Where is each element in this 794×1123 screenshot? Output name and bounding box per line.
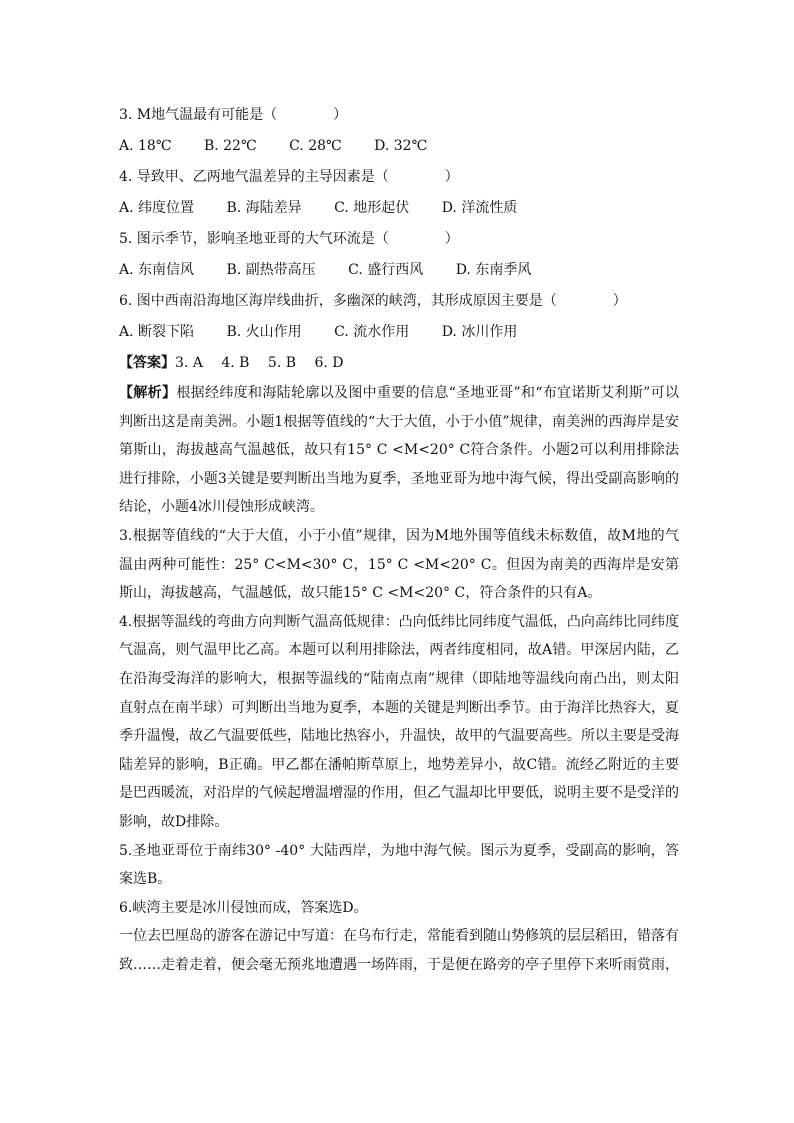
option-b: B. 火山作用 [226, 324, 302, 340]
analysis-label: 【解析】 [119, 385, 177, 401]
explanation-4: 4.根据等温线的弯曲方向判断气温高低规律：凸向低纬比同纬度气温低，凸向高纬比同纬度气温高，则气温甲比乙高。本题可以利用排除法，两者纬度相同，故A错。甲深居内陆，乙在沿海受海洋的影响大，根据等温线的“陆南点南”规律（即陆地等温线向南凸出，则太阳直射点在南半球）可判断出当地为夏季，本题的关键是判断出季节。由于海洋比热容大，夏季升温慢，故乙气温要低些，陆地比热容小，升温快，故甲的气温要高些。所以主要是受海陆差异的影响，B正确。甲乙都在潘帕斯草原上，地势差异小，故C错。流经乙附近的主要是巴西暖流，对沿岸的气候起增温增湿的作用，但乙气温却比甲要低，说明主要不是受洋的影响，故D排除。 [119, 613, 679, 830]
explanation-6: 6.峡湾主要是冰川侵蚀而成，答案选D。 [119, 899, 368, 916]
option-b: B. 副热带高压 [226, 262, 316, 278]
passage-paragraph: 一位去巴厘岛的游客在游记中写道：在乌布行走，常能看到随山势修筑的层层稻田，错落有致……走着走着，便会毫无预兆地遭遇一场阵雨，于是便在路旁的亭子里停下来听雨赏雨， [119, 928, 679, 973]
option-c: C. 盛行西风 [348, 262, 424, 278]
option-a: A. 东南信风 [119, 262, 195, 278]
question-stem: 6. 图中西南沿海地区海岸线曲折，多幽深的峡湾，其形成原因主要是（ ） [119, 293, 627, 309]
question-stem: 3. M地气温最有可能是（ ） [119, 107, 348, 123]
option-c: C. 28℃ [289, 138, 342, 154]
question-options [119, 193, 679, 224]
option-d: D. 东南季风 [455, 262, 532, 278]
question-options [119, 131, 679, 162]
analysis-paragraph [119, 379, 679, 522]
option-a: A. 纬度位置 [119, 200, 195, 216]
option-c: C. 流水作用 [334, 324, 410, 340]
answer-line [119, 348, 679, 379]
question-options [119, 317, 679, 348]
question-4 [119, 162, 679, 224]
option-d: D. 洋流性质 [441, 200, 518, 216]
option-a: A. 18℃ [119, 138, 172, 154]
option-b: B. 海陆差异 [226, 200, 302, 216]
question-stem: 4. 导致甲、乙两地气温差异的主导因素是（ ） [119, 169, 459, 185]
answer-label: 【答案】 [119, 355, 175, 371]
question-stem: 5. 图示季节，影响圣地亚哥的大气环流是（ ） [119, 231, 459, 247]
option-d: D. 32℃ [374, 138, 428, 154]
document-page [119, 100, 679, 979]
answer-text: 3. A 4. B 5. B 6. D [175, 355, 344, 371]
question-6 [119, 286, 679, 348]
option-b: B. 22℃ [203, 138, 257, 154]
question-options [119, 255, 679, 286]
explanation-5: 5.圣地亚哥位于南纬30° -40° 大陆西岸，为地中海气候。图示为夏季，受副高的影响，答案选B。 [119, 842, 679, 888]
option-c: C. 地形起伏 [334, 200, 410, 216]
option-a: A. 断裂下陷 [119, 324, 195, 340]
question-5 [119, 224, 679, 286]
explanation-3: 3.根据等值线的“大于大值，小于小值”规律，因为M地外围等值线未标数值，故M地的气温由两种可能性：25° C<M<30° C，15° C <M<20° C。但因为南美的西海岸是安第斯山，海拔越高，气温越低，故只能15° C <M<20° C，符合条件的只有A。 [119, 527, 679, 602]
question-3 [119, 100, 679, 162]
option-d: D. 冰川作用 [441, 324, 518, 340]
analysis-text: 根据经纬度和海陆轮廓以及图中重要的信息“圣地亚哥”和“布宜诺斯艾利斯”可以判断出这是南美洲。小题1根据等值线的“大于大值，小于小值”规律，南美洲的西海岸是安第斯山，海拔越高气温越低，故只有15° C <M<20° C符合条件。小题2可以利用排除法进行排除，小题3关键是要判断出当地为夏季，圣地亚哥为地中海气候，得出受副高影响的结论，小题4冰川侵蚀形成峡湾。 [119, 385, 679, 516]
